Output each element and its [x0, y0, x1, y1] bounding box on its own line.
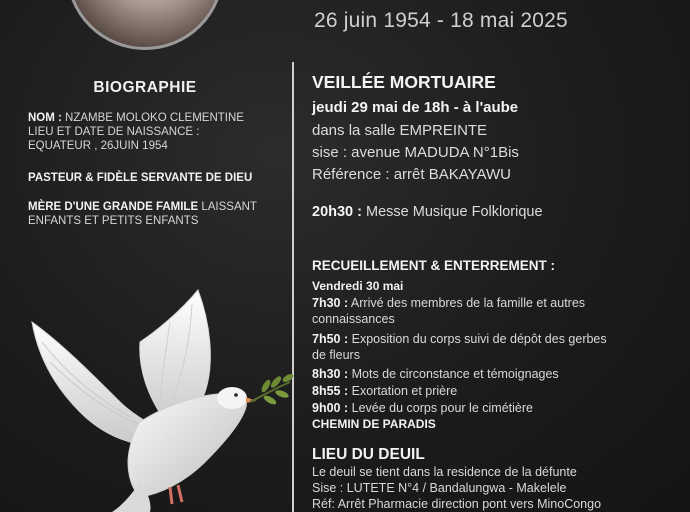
program-item	[312, 401, 672, 417]
recueillement-title: RECUEILLEMENT & ENTERREMENT :	[312, 258, 555, 273]
program-time: 8h55 :	[312, 384, 349, 398]
life-dates: 26 juin 1954 - 18 mai 2025	[314, 9, 568, 32]
program-text: Mots de circonstance et témoignages	[348, 367, 559, 381]
biography-identity	[28, 111, 286, 153]
program-text-cont: connaissances	[312, 311, 395, 326]
bio-pasteur-text: PASTEUR & FIDÈLE SERVANTE DE DIEU	[28, 172, 253, 184]
program-text: Exposition du corps suivi de dépôt des gerbes	[348, 332, 607, 346]
program-text: Exortation et prière	[348, 384, 458, 398]
messe-line	[312, 204, 543, 220]
program-time: 7h30 :	[312, 296, 349, 310]
program-text: Levée du corps pour le cimétière	[348, 401, 533, 415]
program-time: 7h50 :	[312, 332, 349, 346]
program-text: Arrivé des membres de la famille et autres	[348, 296, 586, 310]
chemin-de-paradis: CHEMIN DE PARADIS	[312, 417, 436, 431]
messe-time: 20h30 :	[312, 204, 362, 220]
dove-illustration	[20, 282, 300, 512]
veillee-reference: Référence : arrêt BAKAYAWU	[312, 166, 511, 183]
veillee-date: jeudi 29 mai de 18h - à l'aube	[312, 99, 519, 116]
program-item	[312, 384, 672, 400]
program-item	[312, 367, 672, 383]
bio-mere-bold: MÈRE D'UNE GRANDE FAMILE	[28, 201, 199, 213]
biography-title: BIOGRAPHIE	[93, 79, 197, 96]
recueillement-day: Vendredi 30 mai	[312, 279, 404, 293]
bio-mere-line2: ENFANTS ET PETITS ENFANTS	[28, 215, 199, 227]
bio-birth-label: LIEU ET DATE DE NAISSANCE :	[28, 126, 200, 138]
lieu-line: Sise : LUTETE N°4 / Bandalungwa - Makelele	[312, 481, 567, 495]
bio-birth-value: EQUATEUR , 26JUIN 1954	[28, 140, 168, 152]
veillee-salle: dans la salle EMPREINTE	[312, 122, 488, 139]
lieu-title: LIEU DU DEUIL	[312, 446, 425, 463]
veillee-title: VEILLÉE MORTUAIRE	[312, 72, 496, 92]
program-time: 9h00 :	[312, 401, 349, 415]
program-time: 8h30 :	[312, 367, 349, 381]
bio-mere-rest: LAISSANT	[198, 201, 257, 213]
lieu-line: Réf: Arrêt Pharmacie direction pont vers MinoCongo	[312, 497, 602, 511]
bio-name-value: NZAMBE MOLOKO CLEMENTINE	[61, 112, 244, 124]
bio-pasteur	[28, 171, 286, 185]
lieu-line: Le deuil se tient dans la residence de la défunte	[312, 465, 577, 479]
bio-name-label: NOM :	[28, 112, 62, 124]
messe-text: Messe Musique Folklorique	[361, 204, 543, 220]
bio-name-line	[28, 111, 286, 125]
program-text-cont: de fleurs	[312, 347, 360, 362]
portrait-photo	[66, 0, 224, 50]
veillee-address: sise : avenue MADUDA N°1Bis	[312, 144, 519, 161]
program-item	[312, 296, 672, 327]
program-item	[312, 332, 672, 363]
bio-mere	[28, 200, 286, 228]
